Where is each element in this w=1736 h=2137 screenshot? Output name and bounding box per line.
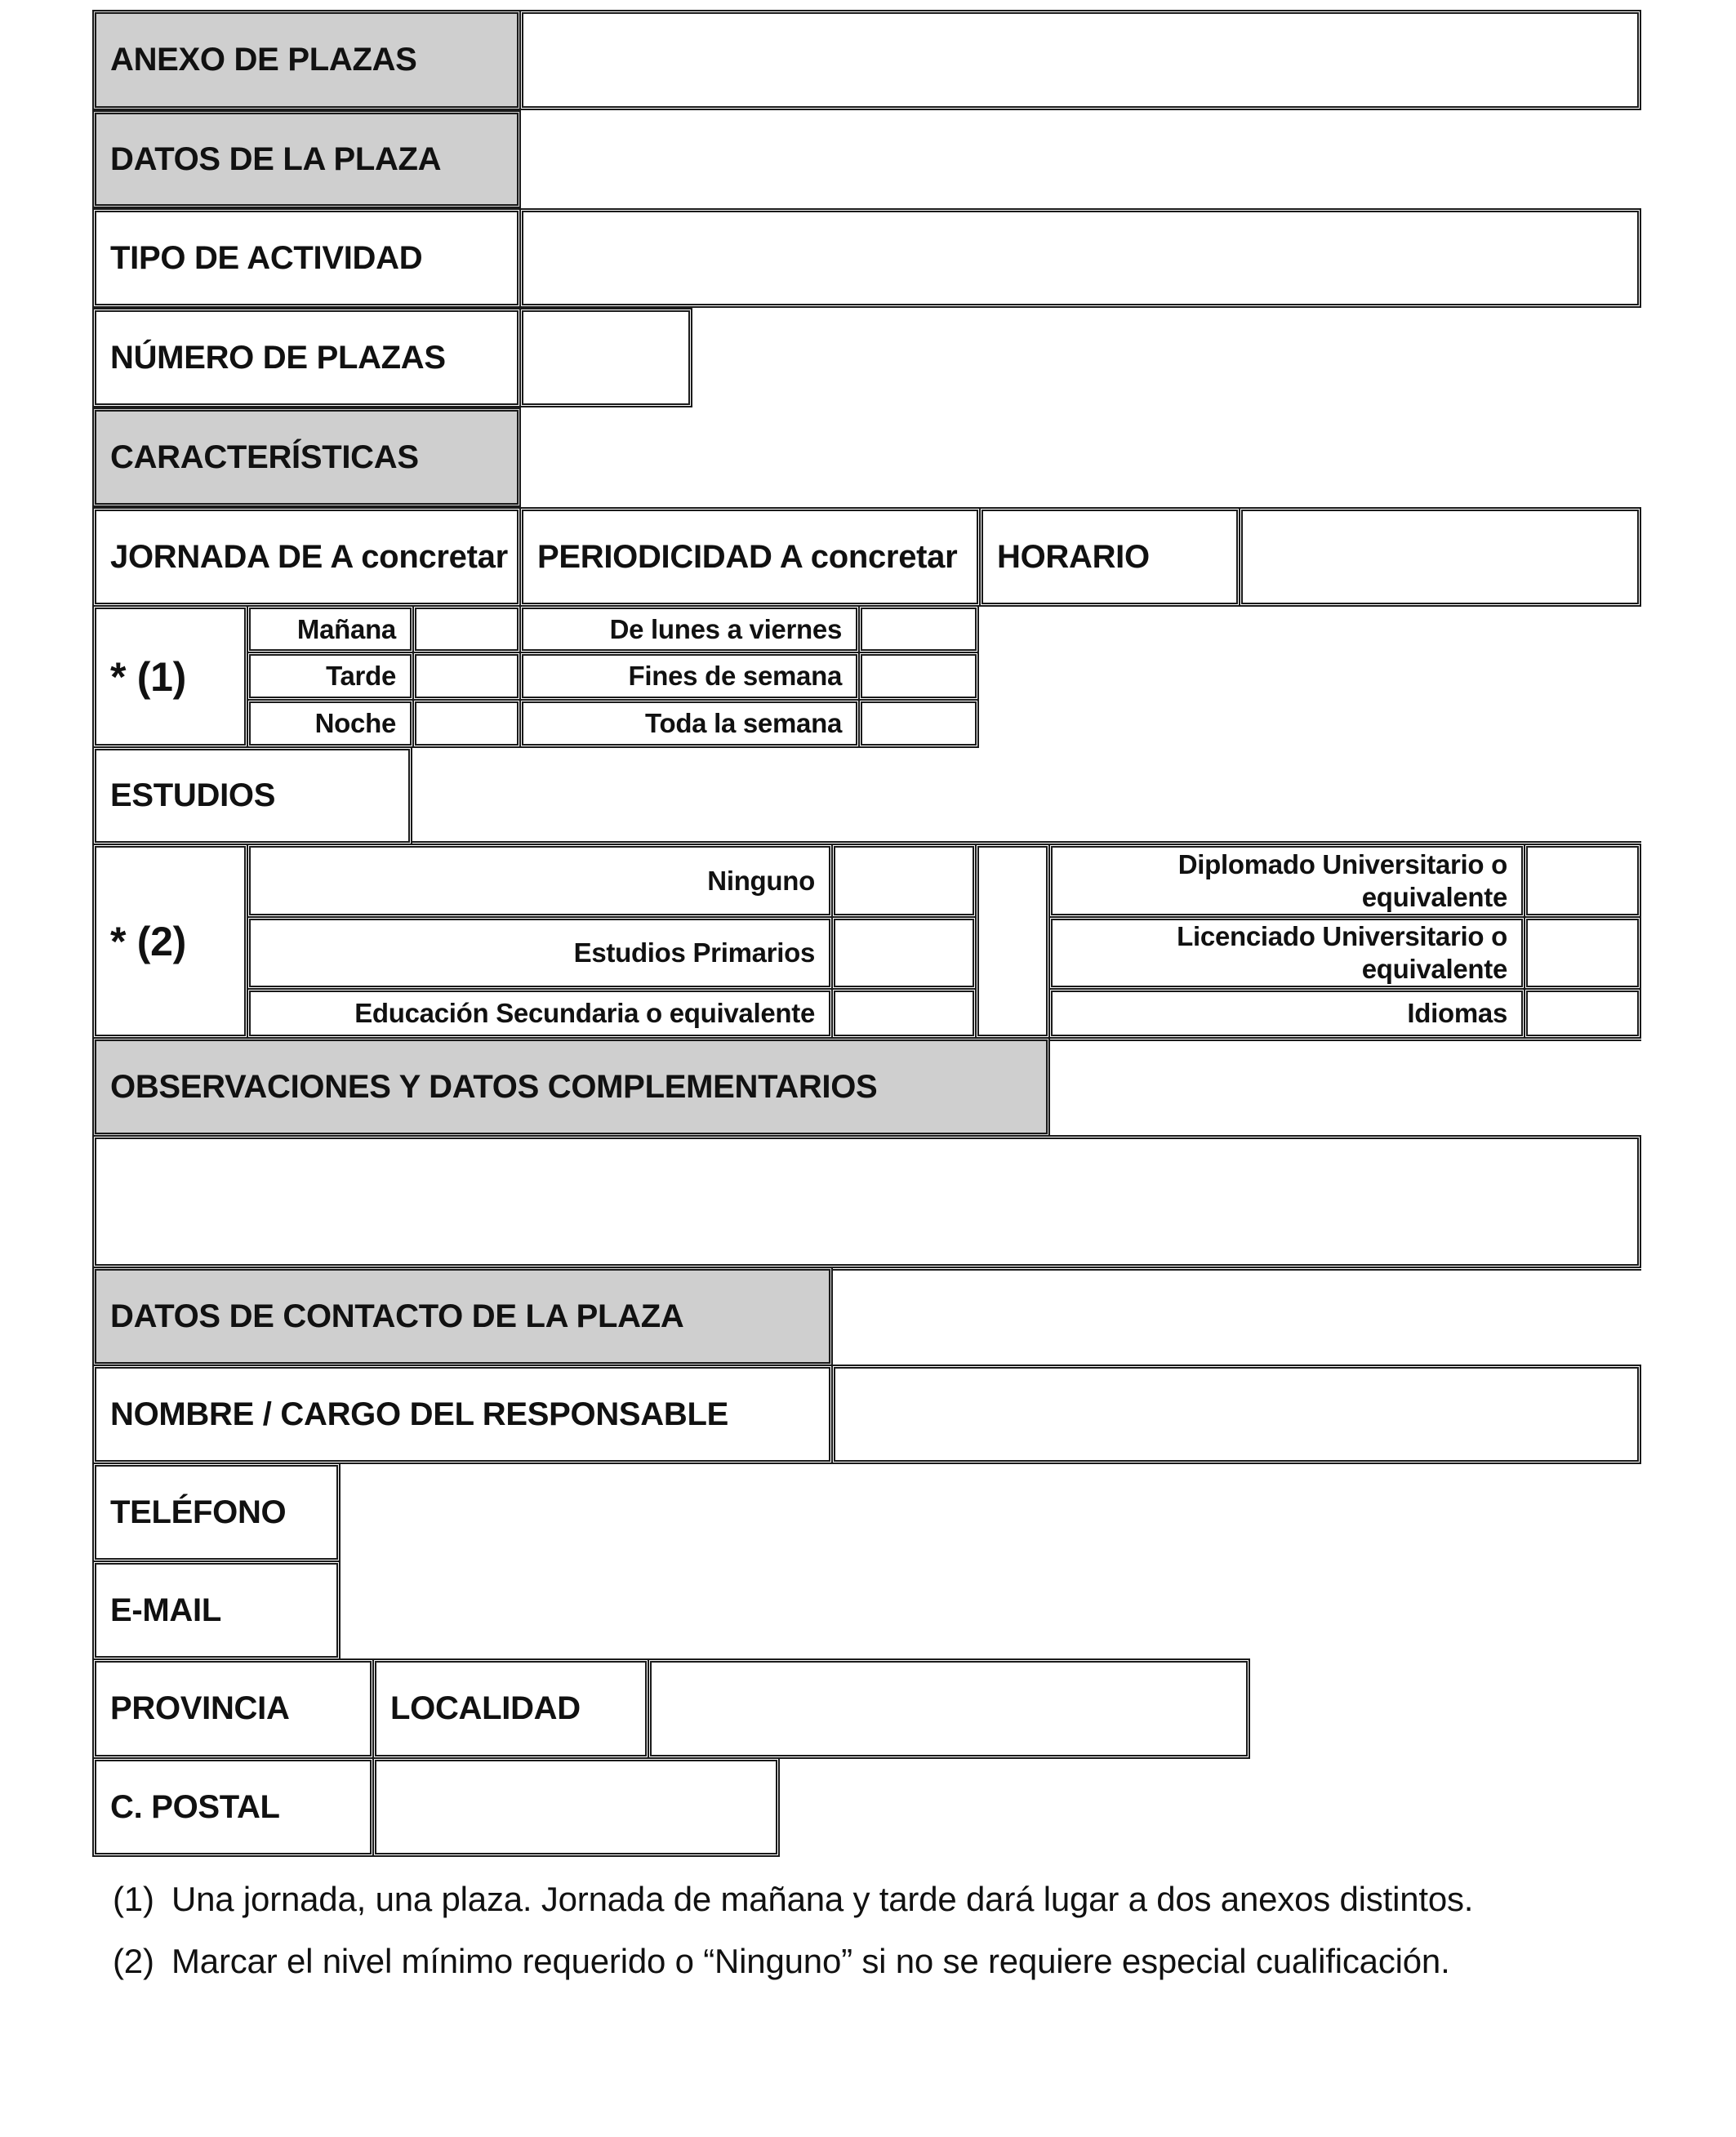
footnote-2-number: (2) (113, 1942, 154, 1980)
observaciones-label: OBSERVACIONES Y DATOS COMPLEMENTARIOS (110, 1068, 878, 1105)
tipo-actividad-label: TIPO DE ACTIVIDAD (110, 239, 423, 276)
nivel-secundaria-label: Educación Secundaria o equivalente (354, 998, 815, 1028)
telefono-label: TELÉFONO (110, 1494, 287, 1530)
numero-plazas-label: NÚMERO DE PLAZAS (110, 339, 446, 376)
nivel-licenciado-checkbox[interactable] (1524, 916, 1641, 990)
nivel-licenciado-label: Licenciado Universitario o equivalente (1177, 921, 1507, 984)
footnote-1-text: Una jornada, una plaza. Jornada de mañana y tarde dará lugar a dos anexos distintos. (171, 1880, 1474, 1918)
cpostal-field[interactable] (372, 1757, 780, 1857)
turno-tarde-checkbox[interactable] (412, 652, 521, 701)
turno-tarde-label: Tarde (326, 661, 396, 691)
footnote-1-number: (1) (113, 1880, 154, 1918)
dia-fines-semana-checkbox[interactable] (858, 652, 979, 701)
observaciones-field[interactable] (92, 1135, 1641, 1268)
dia-toda-semana-checkbox[interactable] (858, 699, 979, 748)
observaciones-divider (1048, 1037, 1641, 1041)
turno-noche-checkbox[interactable] (412, 699, 521, 748)
footnote-1 (113, 1880, 1473, 1919)
localidad-label: LOCALIDAD (390, 1690, 581, 1726)
horario-label: HORARIO (997, 538, 1150, 575)
nivel-diplomado-label: Diplomado Universitario o equivalente (1177, 848, 1507, 912)
footnote-2 (113, 1942, 1450, 1981)
nivel-idiomas-label: Idiomas (1407, 998, 1507, 1028)
provincia-label: PROVINCIA (110, 1690, 290, 1726)
email-label: E-MAIL (110, 1592, 221, 1628)
nivel-diplomado-checkbox[interactable] (1524, 844, 1641, 918)
footnote-2-text: Marcar el nivel mínimo requerido o “Ninguno” si no se requiere especial cualificación. (171, 1942, 1450, 1980)
ref2-label: * (2) (110, 918, 186, 964)
contacto-divider (831, 1267, 1641, 1271)
turno-manana-label: Mañana (296, 613, 396, 644)
localidad-field[interactable] (648, 1658, 1250, 1759)
caracteristicas-label: CARACTERÍSTICAS (110, 439, 419, 475)
horario-field[interactable] (1239, 507, 1641, 607)
datos-plaza-label: DATOS DE LA PLAZA (110, 140, 442, 177)
dia-lunes-viernes-label: De lunes a viernes (609, 613, 842, 644)
nivel-primarios-checkbox[interactable] (831, 916, 977, 990)
dia-lunes-viernes-checkbox[interactable] (858, 605, 979, 653)
turno-manana-checkbox[interactable] (412, 605, 521, 653)
niveles-spacer-cell (975, 844, 1050, 1039)
anexo-label: ANEXO DE PLAZAS (110, 42, 417, 78)
turno-noche-label: Noche (314, 708, 396, 738)
periodicidad-label: PERIODICIDAD A concretar (537, 538, 958, 575)
nivel-ninguno-checkbox[interactable] (831, 844, 977, 918)
nivel-ninguno-label: Ninguno (707, 865, 815, 896)
nivel-secundaria-checkbox[interactable] (831, 988, 977, 1039)
dia-toda-semana-label: Toda la semana (645, 708, 842, 738)
nivel-primarios-label: Estudios Primarios (573, 937, 815, 968)
dia-fines-semana-label: Fines de semana (628, 661, 842, 691)
contacto-label: DATOS DE CONTACTO DE LA PLAZA (110, 1298, 684, 1334)
cpostal-label: C. POSTAL (110, 1788, 280, 1825)
ref1-label: * (1) (110, 653, 186, 700)
numero-plazas-field[interactable] (519, 308, 692, 407)
responsable-field[interactable] (831, 1365, 1641, 1464)
anexo-field[interactable] (519, 10, 1641, 110)
jornada-label: JORNADA DE A concretar (110, 538, 508, 575)
nivel-idiomas-checkbox[interactable] (1524, 988, 1641, 1039)
estudios-label: ESTUDIOS (110, 777, 276, 813)
responsable-label: NOMBRE / CARGO DEL RESPONSABLE (110, 1396, 728, 1432)
tipo-actividad-field[interactable] (519, 208, 1641, 308)
